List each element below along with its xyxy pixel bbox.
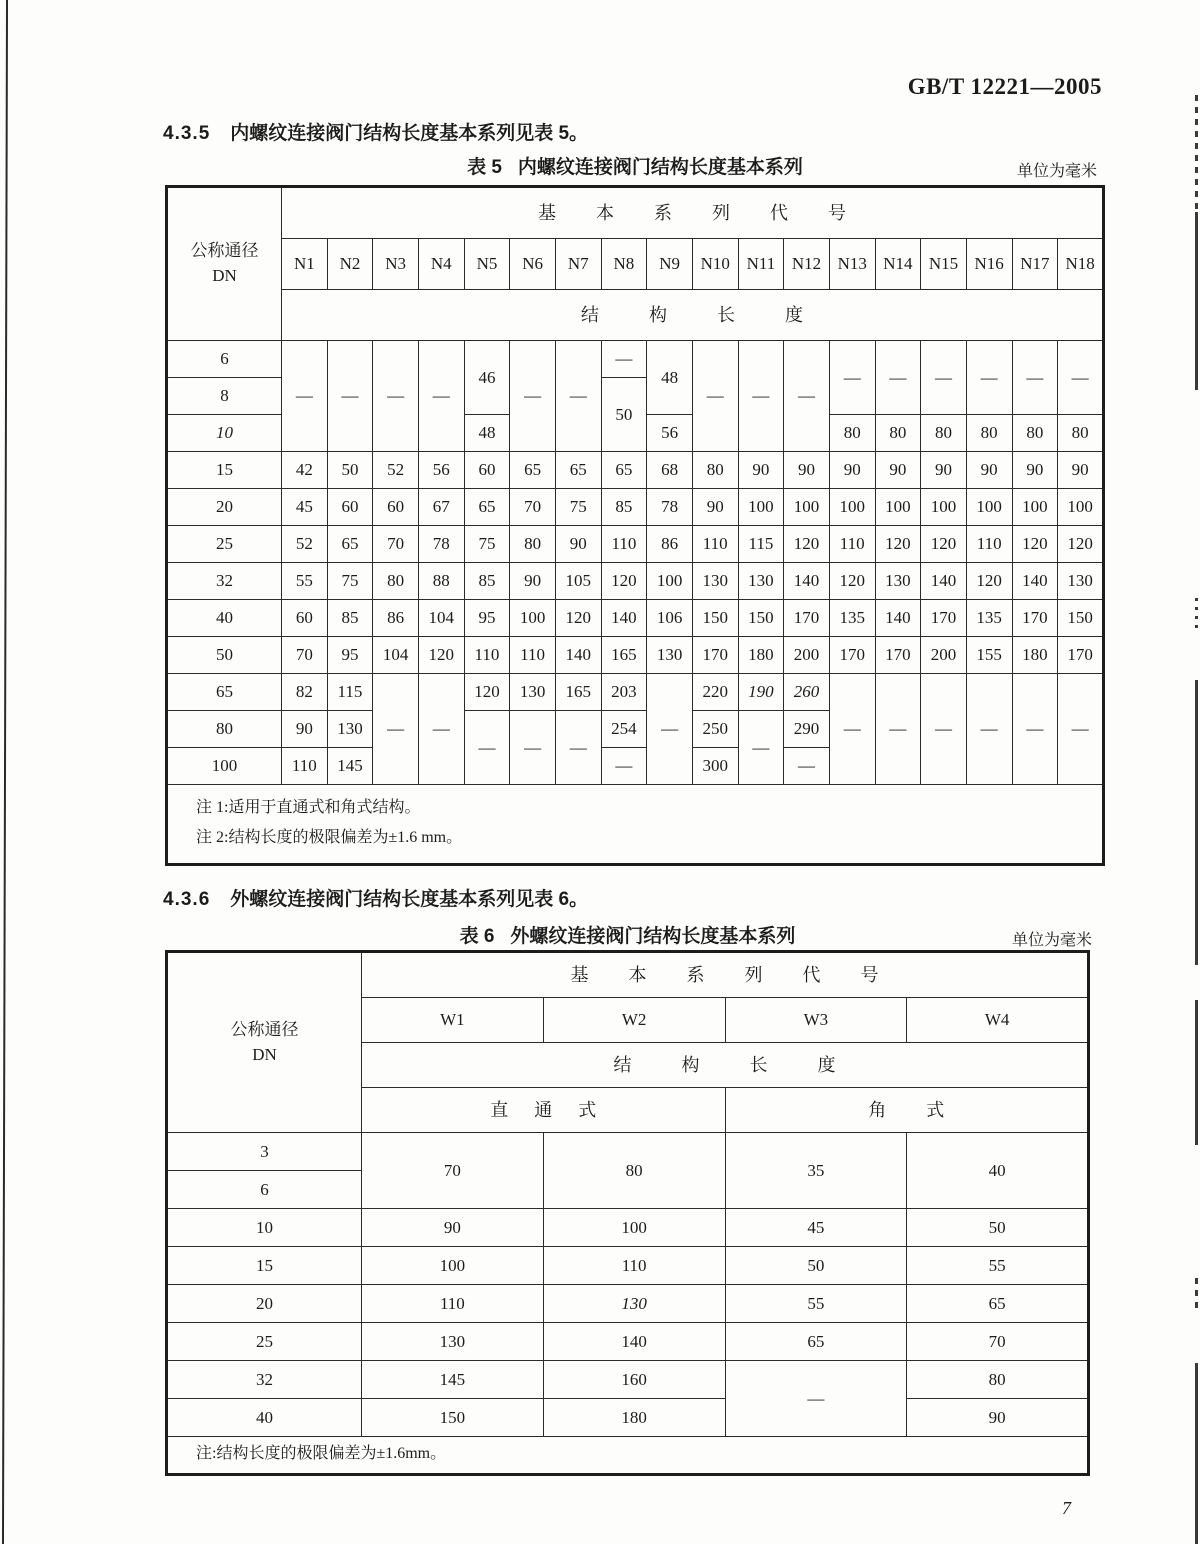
t5-cell: 170 bbox=[1012, 600, 1058, 637]
table5-caption-title: 内螺纹连接阀门结构长度基本系列 bbox=[517, 157, 803, 178]
t5-cell: 140 bbox=[555, 637, 601, 674]
t5-cell: 180 bbox=[738, 637, 784, 674]
section-4-3-5 bbox=[163, 118, 588, 145]
t5-cell: 85 bbox=[327, 600, 373, 637]
t5-note-1: 注 1:适用于直通式和角式结构。 bbox=[196, 799, 421, 816]
t5-code: N8 bbox=[601, 239, 647, 290]
t5-code: N5 bbox=[464, 239, 510, 290]
t5-cell: 52 bbox=[282, 526, 328, 563]
t5-cell: 120 bbox=[966, 563, 1012, 600]
t5-cell: 170 bbox=[1058, 637, 1104, 674]
table-row bbox=[167, 1399, 1089, 1437]
t5-cell: — bbox=[1058, 341, 1104, 415]
t5-cell: 85 bbox=[601, 489, 647, 526]
t5-cell: 140 bbox=[601, 600, 647, 637]
t5-cell: 155 bbox=[966, 637, 1012, 674]
t5-code: N13 bbox=[829, 239, 875, 290]
t6-dn: 32 bbox=[167, 1361, 362, 1399]
t5-cell: 260 bbox=[784, 674, 830, 711]
t5-cell: 80 bbox=[966, 415, 1012, 452]
t6-angle-label: 角式 bbox=[725, 1088, 1089, 1133]
t5-cell: — bbox=[327, 341, 373, 452]
table6-caption-number: 表 6 bbox=[459, 926, 495, 947]
t5-cell: 120 bbox=[1058, 526, 1104, 563]
t5-cell: 90 bbox=[1012, 452, 1058, 489]
t5-cell: — bbox=[875, 341, 921, 415]
page-number: 7 bbox=[1062, 1498, 1071, 1518]
t6-cell: 140 bbox=[543, 1323, 725, 1361]
t5-cell: 90 bbox=[555, 526, 601, 563]
t5-cell: 105 bbox=[555, 563, 601, 600]
t5-cell: 135 bbox=[966, 600, 1012, 637]
table-row bbox=[167, 952, 1089, 998]
table-row bbox=[167, 526, 1104, 563]
table6-caption-title: 外螺纹连接阀门结构长度基本系列 bbox=[510, 926, 796, 947]
t5-cell: 130 bbox=[692, 563, 738, 600]
table-row bbox=[167, 1247, 1089, 1285]
t6-dn: 10 bbox=[167, 1209, 362, 1247]
t5-cell: 90 bbox=[875, 452, 921, 489]
t5-cell: — bbox=[966, 341, 1012, 415]
scan-artifact-right-line bbox=[1195, 598, 1198, 628]
t5-cell: — bbox=[1012, 341, 1058, 415]
table-row bbox=[167, 452, 1104, 489]
t5-cell: 65 bbox=[601, 452, 647, 489]
t6-code: W4 bbox=[907, 998, 1089, 1043]
standard-code: GB/T 12221—2005 bbox=[907, 74, 1102, 99]
table-row bbox=[167, 637, 1104, 674]
t5-cell: 70 bbox=[510, 489, 556, 526]
t5-cell: 120 bbox=[829, 563, 875, 600]
t5-cell: 140 bbox=[1012, 563, 1058, 600]
t5-cell: 75 bbox=[464, 526, 510, 563]
t5-cell: 82 bbox=[282, 674, 328, 711]
t5-code: N9 bbox=[647, 239, 693, 290]
t5-cell: — bbox=[601, 748, 647, 785]
t5-dn: 20 bbox=[167, 489, 282, 526]
t5-cell: 75 bbox=[555, 489, 601, 526]
table-row bbox=[167, 341, 1104, 378]
table5-unit-label: 单位为毫米 bbox=[1016, 163, 1097, 180]
t5-code: N18 bbox=[1058, 239, 1104, 290]
t5-cell: 45 bbox=[282, 489, 328, 526]
t6-length-title: 结构长度 bbox=[362, 1043, 1089, 1088]
t5-cell: 140 bbox=[784, 563, 830, 600]
t5-cell: 120 bbox=[418, 637, 464, 674]
t5-cell: 86 bbox=[373, 600, 419, 637]
t5-cell: 95 bbox=[327, 637, 373, 674]
t5-cell: 90 bbox=[829, 452, 875, 489]
t5-cell: 60 bbox=[373, 489, 419, 526]
t5-code: N10 bbox=[692, 239, 738, 290]
t5-cell: 120 bbox=[921, 526, 967, 563]
scan-artifact-right-line bbox=[1195, 1000, 1198, 1145]
t5-cell: 135 bbox=[829, 600, 875, 637]
t5-cell: 42 bbox=[282, 452, 328, 489]
t5-cell: 120 bbox=[464, 674, 510, 711]
t5-cell: 90 bbox=[921, 452, 967, 489]
t6-cell: 90 bbox=[362, 1209, 544, 1247]
table-row bbox=[167, 1361, 1089, 1399]
t6-cell: 55 bbox=[725, 1285, 907, 1323]
t5-cell: — bbox=[738, 341, 784, 452]
table-row bbox=[167, 1437, 1089, 1475]
t5-cell: 180 bbox=[1012, 637, 1058, 674]
table5-caption bbox=[165, 152, 1105, 179]
t6-cell: 80 bbox=[907, 1361, 1089, 1399]
t5-dn: 32 bbox=[167, 563, 282, 600]
t5-cell: 78 bbox=[418, 526, 464, 563]
t5-cell: 100 bbox=[966, 489, 1012, 526]
t5-cell: 50 bbox=[327, 452, 373, 489]
scan-artifact-right-line bbox=[1195, 95, 1198, 210]
scan-artifact-left-line bbox=[2, 0, 8, 1544]
t5-code: N15 bbox=[921, 239, 967, 290]
t5-cell: 56 bbox=[418, 452, 464, 489]
t5-cell: 100 bbox=[784, 489, 830, 526]
t6-dn-header-line2: DN bbox=[252, 1044, 277, 1064]
t5-dn-header-line2: DN bbox=[212, 266, 237, 285]
t6-cell: 130 bbox=[543, 1285, 725, 1323]
t5-cell: — bbox=[1012, 674, 1058, 785]
t6-cell: 110 bbox=[543, 1247, 725, 1285]
t5-cell: — bbox=[282, 341, 328, 452]
t5-cell: 220 bbox=[692, 674, 738, 711]
table-row bbox=[167, 1209, 1089, 1247]
t5-cell: 100 bbox=[1058, 489, 1104, 526]
t5-cell: 80 bbox=[510, 526, 556, 563]
t5-cell: 110 bbox=[966, 526, 1012, 563]
table-row bbox=[167, 563, 1104, 600]
t5-cell: 115 bbox=[738, 526, 784, 563]
t5-cell: — bbox=[510, 341, 556, 452]
t6-cell: 70 bbox=[907, 1323, 1089, 1361]
t5-cell: 65 bbox=[327, 526, 373, 563]
table5-caption-number: 表 5 bbox=[467, 157, 502, 178]
t5-cell: 100 bbox=[875, 489, 921, 526]
t5-cell: 120 bbox=[555, 600, 601, 637]
table6-caption bbox=[165, 921, 1090, 948]
t5-cell: 100 bbox=[647, 563, 693, 600]
t5-cell: 70 bbox=[373, 526, 419, 563]
t5-cell: 78 bbox=[647, 489, 693, 526]
scan-artifact-right-line bbox=[1195, 1278, 1198, 1314]
t5-code: N16 bbox=[966, 239, 1012, 290]
t5-code: N17 bbox=[1012, 239, 1058, 290]
t5-cell: 65 bbox=[510, 452, 556, 489]
t5-cell: 90 bbox=[510, 563, 556, 600]
t5-cell: 120 bbox=[1012, 526, 1058, 563]
t6-dn: 3 bbox=[167, 1133, 362, 1171]
t5-code: N3 bbox=[373, 239, 419, 290]
t5-cell: 140 bbox=[921, 563, 967, 600]
t6-cell: 160 bbox=[543, 1361, 725, 1399]
table-row bbox=[167, 1323, 1089, 1361]
t5-cell: 90 bbox=[784, 452, 830, 489]
t5-cell: 300 bbox=[692, 748, 738, 785]
table-row bbox=[167, 489, 1104, 526]
t5-cell: 110 bbox=[282, 748, 328, 785]
t5-cell: 60 bbox=[327, 489, 373, 526]
t5-cell: 48 bbox=[647, 341, 693, 415]
t5-cell: 100 bbox=[738, 489, 784, 526]
t5-cell: — bbox=[692, 341, 738, 452]
t5-cell: 104 bbox=[418, 600, 464, 637]
t5-dn: 6 bbox=[167, 341, 282, 378]
t5-series-title: 基本系列代号 bbox=[282, 187, 1104, 239]
t5-cell: 203 bbox=[601, 674, 647, 711]
t5-code: N4 bbox=[418, 239, 464, 290]
t5-code: N2 bbox=[327, 239, 373, 290]
t5-notes bbox=[167, 785, 1104, 865]
table6 bbox=[165, 950, 1090, 1476]
scan-artifact-right-line bbox=[1195, 680, 1198, 965]
t5-cell: 170 bbox=[829, 637, 875, 674]
t5-cell: 90 bbox=[1058, 452, 1104, 489]
t5-cell: 106 bbox=[647, 600, 693, 637]
t5-cell: 80 bbox=[829, 415, 875, 452]
t5-cell: — bbox=[373, 674, 419, 785]
table-row bbox=[167, 187, 1104, 239]
t5-dn: 80 bbox=[167, 711, 282, 748]
t6-cell: 70 bbox=[362, 1133, 544, 1209]
t6-cell: 110 bbox=[362, 1285, 544, 1323]
t5-cell: — bbox=[464, 711, 510, 785]
section-text: 内螺纹连接阀门结构长度基本系列见表 5。 bbox=[230, 123, 589, 144]
t5-cell: 120 bbox=[875, 526, 921, 563]
t6-dn: 15 bbox=[167, 1247, 362, 1285]
section-number: 4.3.5 bbox=[163, 123, 211, 144]
t5-cell: 170 bbox=[692, 637, 738, 674]
t5-dn: 15 bbox=[167, 452, 282, 489]
t6-series-title: 基本系列代号 bbox=[362, 952, 1089, 998]
t5-cell: — bbox=[784, 748, 830, 785]
t6-code: W1 bbox=[362, 998, 544, 1043]
t5-cell: 65 bbox=[555, 452, 601, 489]
t5-length-title: 结构长度 bbox=[282, 290, 1104, 341]
t5-cell: 95 bbox=[464, 600, 510, 637]
t6-dn: 25 bbox=[167, 1323, 362, 1361]
t5-cell: — bbox=[875, 674, 921, 785]
t6-cell: 55 bbox=[907, 1247, 1089, 1285]
section-4-3-6 bbox=[163, 884, 588, 911]
t5-cell: — bbox=[829, 674, 875, 785]
t5-cell: 150 bbox=[738, 600, 784, 637]
section-text: 外螺纹连接阀门结构长度基本系列见表 6。 bbox=[230, 889, 589, 910]
t6-cell: 80 bbox=[543, 1133, 725, 1209]
t5-cell: 60 bbox=[464, 452, 510, 489]
t6-note: 注:结构长度的极限偏差为±1.6mm。 bbox=[167, 1437, 1089, 1475]
t5-cell: 80 bbox=[1058, 415, 1104, 452]
t5-cell: 46 bbox=[464, 341, 510, 415]
t5-code: N11 bbox=[738, 239, 784, 290]
t5-cell: 85 bbox=[464, 563, 510, 600]
table6-unit-label: 单位为毫米 bbox=[1011, 932, 1092, 949]
t6-cell: 50 bbox=[907, 1209, 1089, 1247]
t5-dn: 40 bbox=[167, 600, 282, 637]
t5-cell: — bbox=[418, 674, 464, 785]
t5-dn: 50 bbox=[167, 637, 282, 674]
t5-cell: 145 bbox=[327, 748, 373, 785]
t5-dn-header-line1: 公称通径 bbox=[190, 241, 259, 261]
t5-cell: 100 bbox=[829, 489, 875, 526]
t5-cell: — bbox=[418, 341, 464, 452]
t5-dn-header bbox=[167, 187, 282, 341]
t6-cell: 180 bbox=[543, 1399, 725, 1437]
t6-cell: 130 bbox=[362, 1323, 544, 1361]
t5-cell: 110 bbox=[601, 526, 647, 563]
t5-dn: 65 bbox=[167, 674, 282, 711]
t5-cell: 80 bbox=[921, 415, 967, 452]
t6-cell: 35 bbox=[725, 1133, 907, 1209]
t5-cell: 130 bbox=[875, 563, 921, 600]
t5-cell: 170 bbox=[784, 600, 830, 637]
t5-cell: 104 bbox=[373, 637, 419, 674]
t5-cell: 48 bbox=[464, 415, 510, 452]
t5-dn: 10 bbox=[167, 415, 282, 452]
t5-cell: 68 bbox=[647, 452, 693, 489]
t6-dn: 40 bbox=[167, 1399, 362, 1437]
t5-cell: — bbox=[966, 674, 1012, 785]
t6-dn-header-line1: 公称通径 bbox=[230, 1019, 299, 1039]
t5-cell: 80 bbox=[692, 452, 738, 489]
table-row bbox=[167, 674, 1104, 711]
t5-cell: 67 bbox=[418, 489, 464, 526]
t5-cell: 52 bbox=[373, 452, 419, 489]
t5-code: N6 bbox=[510, 239, 556, 290]
t5-cell: 80 bbox=[1012, 415, 1058, 452]
t6-cell: 45 bbox=[725, 1209, 907, 1247]
t6-dn: 6 bbox=[167, 1171, 362, 1209]
t6-straight-label: 直通式 bbox=[362, 1088, 726, 1133]
t6-code: W2 bbox=[543, 998, 725, 1043]
t5-cell: 90 bbox=[966, 452, 1012, 489]
t5-cell: 170 bbox=[875, 637, 921, 674]
t5-cell: 130 bbox=[327, 711, 373, 748]
t5-dn: 100 bbox=[167, 748, 282, 785]
t5-cell: 90 bbox=[692, 489, 738, 526]
section-number: 4.3.6 bbox=[163, 889, 211, 910]
t5-cell: 165 bbox=[601, 637, 647, 674]
table-row bbox=[167, 290, 1104, 341]
t6-cell: 50 bbox=[725, 1247, 907, 1285]
t5-cell: 90 bbox=[738, 452, 784, 489]
t5-cell: 50 bbox=[601, 378, 647, 452]
t6-cell: 90 bbox=[907, 1399, 1089, 1437]
t6-code: W3 bbox=[725, 998, 907, 1043]
t5-cell: 110 bbox=[464, 637, 510, 674]
t5-cell: — bbox=[829, 341, 875, 415]
t5-cell: — bbox=[921, 341, 967, 415]
t5-cell: — bbox=[784, 341, 830, 452]
t5-cell: 90 bbox=[282, 711, 328, 748]
t5-cell: — bbox=[510, 711, 556, 785]
t6-cell: 145 bbox=[362, 1361, 544, 1399]
t5-cell: 250 bbox=[692, 711, 738, 748]
t5-cell: 110 bbox=[692, 526, 738, 563]
t5-code: N1 bbox=[282, 239, 328, 290]
t5-note-2: 注 2:结构长度的极限偏差为±1.6 mm。 bbox=[196, 829, 463, 846]
scan-artifact-right-line bbox=[1195, 1363, 1198, 1544]
t6-cell: 150 bbox=[362, 1399, 544, 1437]
t5-cell: — bbox=[738, 711, 784, 785]
t5-code: N7 bbox=[555, 239, 601, 290]
t5-cell: 130 bbox=[647, 637, 693, 674]
t5-code: N12 bbox=[784, 239, 830, 290]
t5-cell: 110 bbox=[510, 637, 556, 674]
t5-cell: 200 bbox=[784, 637, 830, 674]
t5-cell: 80 bbox=[875, 415, 921, 452]
t5-cell: 88 bbox=[418, 563, 464, 600]
t5-cell: 150 bbox=[692, 600, 738, 637]
t5-cell: 100 bbox=[510, 600, 556, 637]
t5-cell: 100 bbox=[1012, 489, 1058, 526]
t5-cell: 115 bbox=[327, 674, 373, 711]
t5-cell: 190 bbox=[738, 674, 784, 711]
t5-cell: 70 bbox=[282, 637, 328, 674]
table-row bbox=[167, 239, 1104, 290]
t5-cell: 100 bbox=[921, 489, 967, 526]
t6-cell: 65 bbox=[725, 1323, 907, 1361]
t5-cell: 120 bbox=[601, 563, 647, 600]
t5-cell: 140 bbox=[875, 600, 921, 637]
t5-cell: 120 bbox=[784, 526, 830, 563]
t5-cell: 86 bbox=[647, 526, 693, 563]
t6-dn-header bbox=[167, 952, 362, 1133]
t6-cell: 40 bbox=[907, 1133, 1089, 1209]
t6-cell: 65 bbox=[907, 1285, 1089, 1323]
t5-cell: 130 bbox=[738, 563, 784, 600]
t5-cell: 130 bbox=[1058, 563, 1104, 600]
t5-cell: 200 bbox=[921, 637, 967, 674]
t5-cell: 170 bbox=[921, 600, 967, 637]
t5-dn: 8 bbox=[167, 378, 282, 415]
t5-cell: 80 bbox=[373, 563, 419, 600]
t5-cell: 165 bbox=[555, 674, 601, 711]
t6-cell: — bbox=[725, 1361, 907, 1437]
t5-cell: — bbox=[555, 711, 601, 785]
t5-cell: — bbox=[373, 341, 419, 452]
t5-cell: — bbox=[921, 674, 967, 785]
t5-cell: — bbox=[555, 341, 601, 452]
t5-cell: — bbox=[601, 341, 647, 378]
t5-cell: — bbox=[647, 674, 693, 785]
t5-cell: 110 bbox=[829, 526, 875, 563]
t5-cell: — bbox=[1058, 674, 1104, 785]
t6-cell: 100 bbox=[362, 1247, 544, 1285]
table-row bbox=[167, 600, 1104, 637]
t5-cell: 65 bbox=[464, 489, 510, 526]
t5-cell: 130 bbox=[510, 674, 556, 711]
t5-code: N14 bbox=[875, 239, 921, 290]
table-row bbox=[167, 1133, 1089, 1171]
t5-cell: 150 bbox=[1058, 600, 1104, 637]
scan-artifact-right-line bbox=[1195, 212, 1198, 390]
t5-cell: 56 bbox=[647, 415, 693, 452]
table5 bbox=[165, 185, 1105, 866]
t5-cell: 60 bbox=[282, 600, 328, 637]
table-row bbox=[167, 785, 1104, 865]
t5-cell: 75 bbox=[327, 563, 373, 600]
t5-cell: 254 bbox=[601, 711, 647, 748]
table-row bbox=[167, 1285, 1089, 1323]
t6-cell: 100 bbox=[543, 1209, 725, 1247]
t6-dn: 20 bbox=[167, 1285, 362, 1323]
t5-cell: 290 bbox=[784, 711, 830, 748]
t5-dn: 25 bbox=[167, 526, 282, 563]
t5-cell: 55 bbox=[282, 563, 328, 600]
